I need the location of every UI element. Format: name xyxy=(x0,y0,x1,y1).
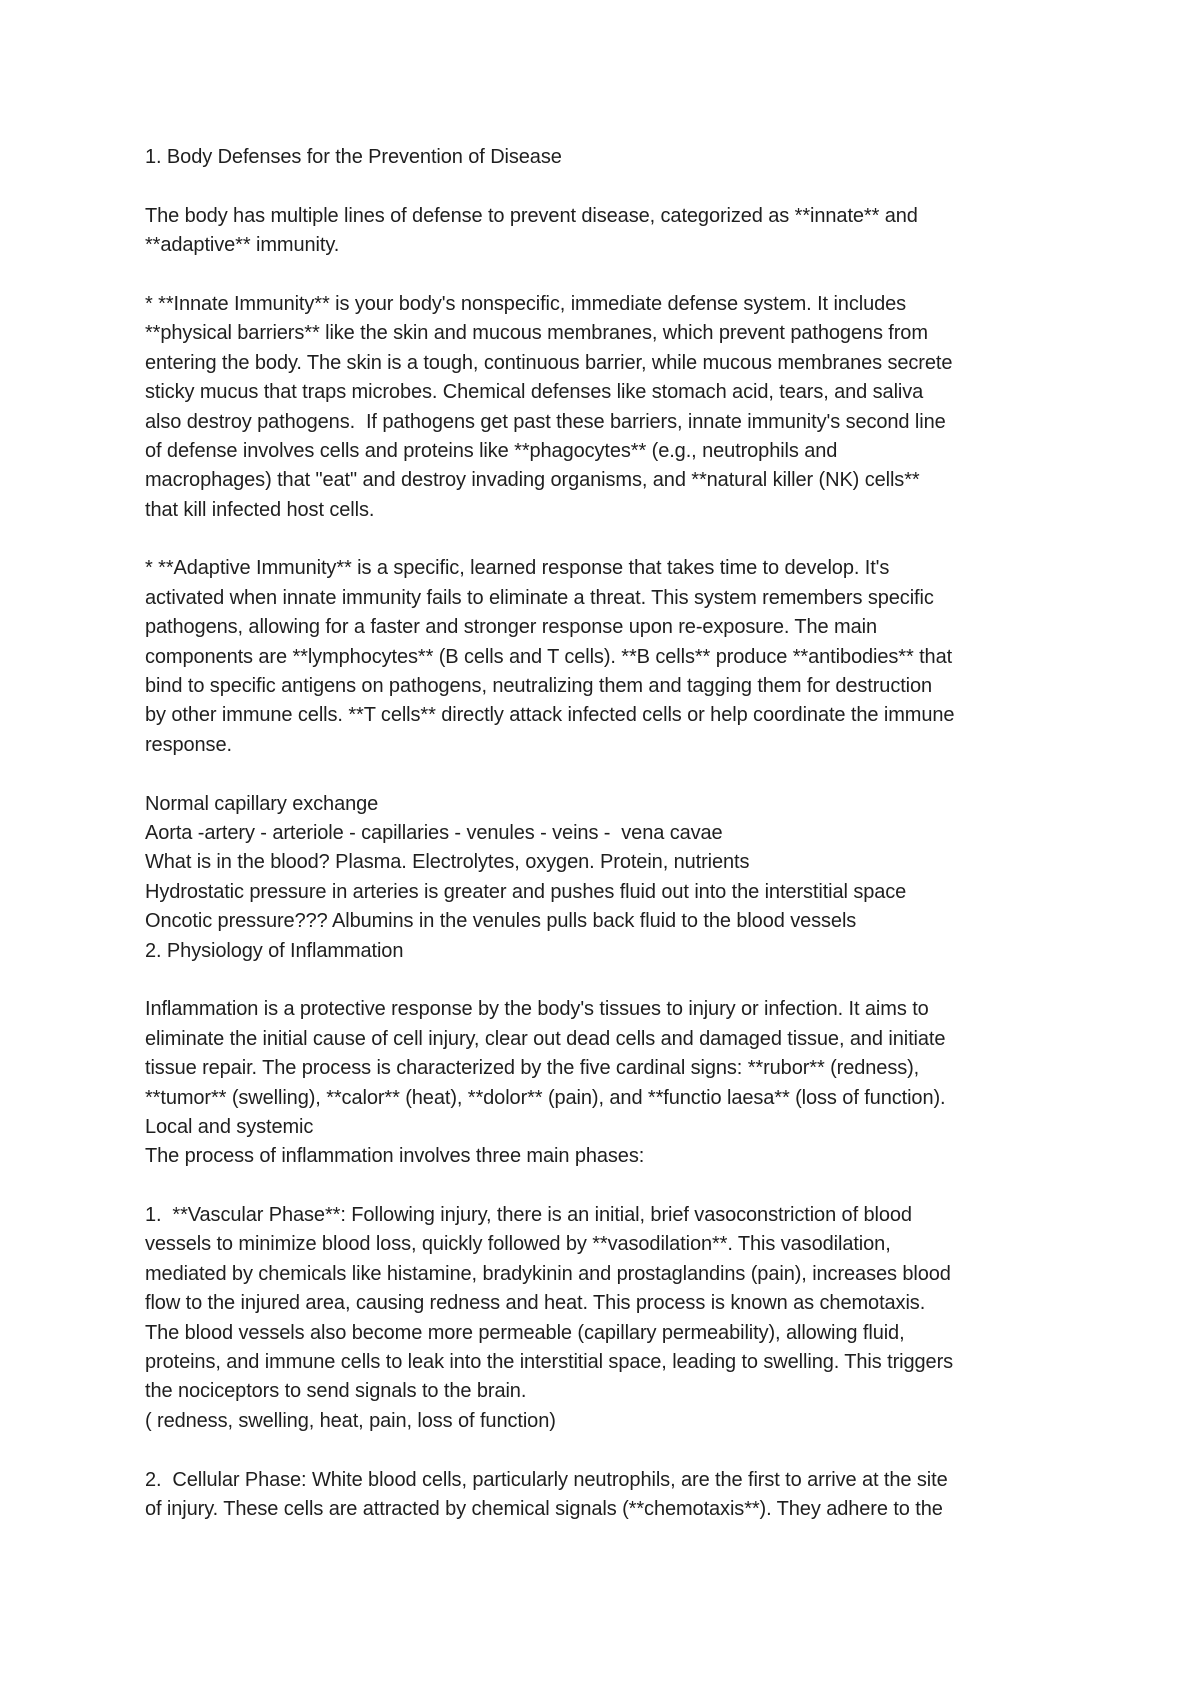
blank-line xyxy=(145,525,1075,554)
text-line: Normal capillary exchange xyxy=(145,792,379,815)
text-line: of injury. These cells are attracted by chemical signals (**chemotaxis**). They adhere to the xyxy=(145,1497,943,1520)
blank-line xyxy=(145,1172,1075,1201)
text-line: sticky mucus that traps microbes. Chemical defenses like stomach acid, tears, and saliva xyxy=(145,381,924,404)
blank-line xyxy=(145,172,1075,201)
text-line: macrophages) that "eat" and destroy invading organisms, and **natural killer (NK) cells** xyxy=(145,469,920,492)
text-line: Local and systemic xyxy=(145,1115,314,1138)
text-line: The body has multiple lines of defense to prevent disease, categorized as **innate** and xyxy=(145,204,918,227)
blank-line xyxy=(145,760,1075,789)
text-line: response. xyxy=(145,733,232,756)
text-line: 1. **Vascular Phase**: Following injury, there is an initial, brief vasoconstriction of blood xyxy=(145,1204,912,1227)
text-line: ( redness, swelling, heat, pain, loss of function) xyxy=(145,1409,556,1432)
text-line: What is in the blood? Plasma. Electrolytes, oxygen. Protein, nutrients xyxy=(145,851,750,874)
text-line: 2. Physiology of Inflammation xyxy=(145,939,404,962)
text-line: activated when innate immunity fails to eliminate a threat. This system remembers specific xyxy=(145,586,934,609)
text-line: * **Adaptive Immunity** is a specific, learned response that takes time to develop. It's xyxy=(145,557,890,580)
text-line: that kill infected host cells. xyxy=(145,498,375,521)
text-line: * **Innate Immunity** is your body's nonspecific, immediate defense system. It includes xyxy=(145,292,907,315)
text-line: mediated by chemicals like histamine, bradykinin and prostaglandins (pain), increases blood xyxy=(145,1262,951,1285)
blank-line xyxy=(145,1436,1075,1465)
text-line: vessels to minimize blood loss, quickly followed by **vasodilation**. This vasodilation, xyxy=(145,1233,891,1256)
text-line: pathogens, allowing for a faster and stronger response upon re-exposure. The main xyxy=(145,616,877,639)
blank-line xyxy=(145,966,1075,995)
text-line: **tumor** (swelling), **calor** (heat), **dolor** (pain), and **functio laesa** (loss of function). xyxy=(145,1086,946,1109)
text-line: 1. Body Defenses for the Prevention of Disease xyxy=(145,146,562,168)
text-line: entering the body. The skin is a tough, continuous barrier, while mucous membranes secrete xyxy=(145,351,953,374)
text-line: flow to the injured area, causing redness and heat. This process is known as chemotaxis. xyxy=(145,1292,926,1315)
text-line: eliminate the initial cause of cell injury, clear out dead cells and damaged tissue, and initiate xyxy=(145,1027,946,1050)
text-line: bind to specific antigens on pathogens, neutralizing them and tagging them for destruction xyxy=(145,675,933,698)
text-line: Hydrostatic pressure in arteries is greater and pushes fluid out into the interstitial space xyxy=(145,880,907,903)
text-line: Aorta -artery - arteriole - capillaries - venules - veins - vena cavae xyxy=(145,821,723,844)
document-page xyxy=(145,143,1075,1524)
text-line: the nociceptors to send signals to the brain. xyxy=(145,1380,527,1403)
blank-line xyxy=(145,261,1075,290)
text-line: The blood vessels also become more permeable (capillary permeability), allowing fluid, xyxy=(145,1321,905,1344)
text-line: Oncotic pressure??? Albumins in the venules pulls back fluid to the blood vessels xyxy=(145,910,857,933)
text-line: of defense involves cells and proteins like **phagocytes** (e.g., neutrophils and xyxy=(145,439,838,462)
text-line: 2. Cellular Phase: White blood cells, particularly neutrophils, are the first to arrive at the site xyxy=(145,1468,948,1491)
text-line: also destroy pathogens. If pathogens get past these barriers, innate immunity's second line xyxy=(145,410,946,433)
text-line: components are **lymphocytes** (B cells and T cells). **B cells** produce **antibodies** that xyxy=(145,645,953,668)
text-line: Inflammation is a protective response by the body's tissues to injury or infection. It aims to xyxy=(145,998,929,1021)
text-line: proteins, and immune cells to leak into the interstitial space, leading to swelling. This triggers xyxy=(145,1351,954,1374)
text-line: tissue repair. The process is characterized by the five cardinal signs: **rubor** (redness), xyxy=(145,1057,920,1080)
text-line: **adaptive** immunity. xyxy=(145,234,340,257)
text-line: by other immune cells. **T cells** directly attack infected cells or help coordinate the immune xyxy=(145,704,955,727)
text-line: **physical barriers** like the skin and mucous membranes, which prevent pathogens from xyxy=(145,322,928,345)
text-line: The process of inflammation involves three main phases: xyxy=(145,1145,645,1168)
